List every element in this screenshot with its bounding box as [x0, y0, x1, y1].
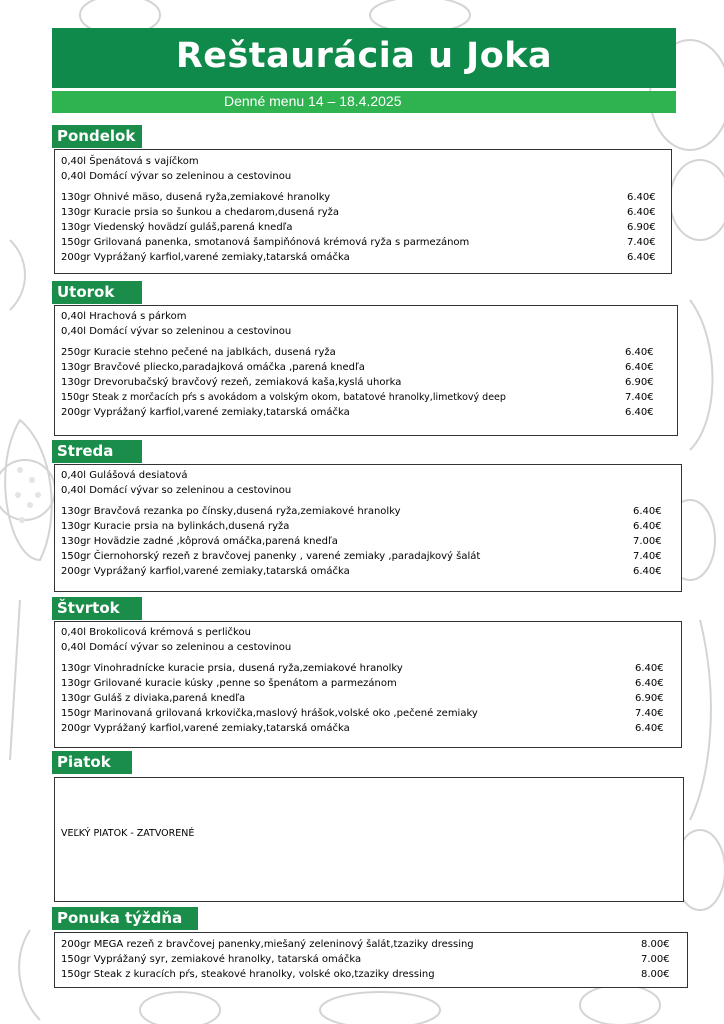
- dish-price: 8.00€: [641, 969, 670, 980]
- weekly-offer-menu: [54, 932, 688, 988]
- dish-price: 6.40€: [625, 347, 654, 358]
- soup-item: 0,40l Hrachová s párkom: [61, 311, 187, 322]
- dish-price: 6.40€: [627, 207, 656, 218]
- dish-price: 7.40€: [625, 392, 654, 403]
- dish-price: 6.40€: [635, 723, 664, 734]
- soup-item: 0,40l Domácí vývar so zeleninou a cestovinou: [61, 485, 292, 496]
- day-label-utorok: Utorok: [52, 281, 142, 304]
- weekly-dish: 150gr Vyprážaný syr, zemiakové hranolky, tatarská omáčka: [61, 954, 362, 965]
- closed-notice: VEĽKÝ PIATOK - ZATVORENÉ: [61, 828, 195, 839]
- main-dish: 130gr Bravčové pliecko,paradajková omáčka ,parená knedľa: [61, 362, 365, 373]
- dish-price: 7.00€: [641, 954, 670, 965]
- main-dish: 150gr Steak z morčacích pŕs s avokádom a volským okom, batatové hranolky,limetkový deep: [61, 392, 506, 403]
- title-banner: [52, 28, 676, 88]
- day-label-piatok: Piatok: [52, 751, 132, 774]
- dish-price: 6.40€: [635, 678, 664, 689]
- day-menu-piatok: [54, 777, 684, 902]
- soup-item: 0,40l Domácí vývar so zeleninou a cestovinou: [61, 642, 292, 653]
- main-dish: 200gr Vyprážaný karfiol,varené zemiaky,tatarská omáčka: [61, 407, 350, 418]
- dish-price: 6.40€: [633, 566, 662, 577]
- date-banner: [52, 91, 676, 113]
- soup-item: 0,40l Brokolicová krémová s perličkou: [61, 627, 251, 638]
- day-menu-streda: [54, 464, 682, 592]
- day-menu-utorok: [54, 305, 678, 436]
- soup-item: 0,40l Gulášová desiatová: [61, 470, 188, 481]
- dish-price: 8.00€: [641, 939, 670, 950]
- dish-price: 7.40€: [635, 708, 664, 719]
- main-dish: 250gr Kuracie stehno pečené na jablkách, dusená ryža: [61, 347, 336, 358]
- dish-price: 6.40€: [635, 663, 664, 674]
- dish-price: 6.90€: [625, 377, 654, 388]
- main-dish: 200gr Vyprážaný karfiol,varené zemiaky,tatarská omáčka: [61, 723, 350, 734]
- dish-price: 7.00€: [633, 536, 662, 547]
- soup-item: 0,40l Domácí vývar so zeleninou a cestovinou: [61, 171, 292, 182]
- main-dish: 130gr Viedenský hovädzí guláš,parená knedľa: [61, 222, 293, 233]
- main-dish: 150gr Čiernohorský rezeň z bravčovej panenky , varené zemiaky ,paradajkový šalát: [61, 551, 481, 562]
- dish-price: 6.40€: [633, 506, 662, 517]
- main-dish: 200gr Vyprážaný karfiol,varené zemiaky,tatarská omáčka: [61, 252, 350, 263]
- dish-price: 6.40€: [627, 192, 656, 203]
- weekly-dish: 200gr MEGA rezeň z bravčovej panenky,miešaný zeleninový šalát,tzaziky dressing: [61, 939, 474, 950]
- main-dish: 130gr Kuracie prsia so šunkou a chedarom,dusená ryža: [61, 207, 339, 218]
- main-dish: 130gr Kuracie prsia na bylinkách,dusená ryža: [61, 521, 290, 532]
- main-dish: 200gr Vyprážaný karfiol,varené zemiaky,tatarská omáčka: [61, 566, 350, 577]
- soup-item: 0,40l Špenátová s vajíčkom: [61, 156, 199, 167]
- weekly-dish: 150gr Steak z kuracích pŕs, steakové hranolky, volské oko,tzaziky dressing: [61, 969, 435, 980]
- menu-date-range: Denné menu 14 – 18.4.2025: [224, 93, 402, 109]
- main-dish: 150gr Marinovaná grilovaná krkovička,maslový hrášok,volské oko ,pečené zemiaky: [61, 708, 478, 719]
- day-menu-pondelok: [54, 149, 672, 274]
- dish-price: 7.40€: [627, 237, 656, 248]
- dish-price: 6.40€: [627, 252, 656, 263]
- restaurant-title: Reštaurácia u Joka: [175, 36, 553, 76]
- main-dish: 130gr Ohnivé mäso, dusená ryža,zemiakové hranolky: [61, 192, 331, 203]
- main-dish: 150gr Grilovaná panenka, smotanová šampiňónová krémová ryža s parmezánom: [61, 237, 470, 248]
- main-dish: 130gr Hovädzie zadné ,kôprová omáčka,parená knedľa: [61, 536, 338, 547]
- day-label-streda: Streda: [52, 440, 142, 463]
- weekly-offer-label: Ponuka týždňa: [52, 907, 198, 930]
- dish-price: 6.40€: [633, 521, 662, 532]
- day-label-stvrtok: Štvrtok: [52, 597, 142, 620]
- main-dish: 130gr Bravčová rezanka po čínsky,dusená ryža,zemiakové hranolky: [61, 506, 401, 517]
- dish-price: 6.90€: [635, 693, 664, 704]
- main-dish: 130gr Drevorubačský bravčový rezeň, zemiaková kaša,kyslá uhorka: [61, 377, 402, 388]
- soup-item: 0,40l Domácí vývar so zeleninou a cestovinou: [61, 326, 292, 337]
- main-dish: 130gr Vinohradnícke kuracie prsia, dusená ryža,zemiakové hranolky: [61, 663, 403, 674]
- main-dish: 130gr Grilované kuracie kúsky ,penne so špenátom a parmezánom: [61, 678, 397, 689]
- dish-price: 7.40€: [633, 551, 662, 562]
- day-menu-stvrtok: [54, 621, 682, 748]
- main-dish: 130gr Guláš z diviaka,parená knedľa: [61, 693, 246, 704]
- dish-price: 6.40€: [625, 407, 654, 418]
- dish-price: 6.40€: [625, 362, 654, 373]
- dish-price: 6.90€: [627, 222, 656, 233]
- day-label-pondelok: Pondelok: [52, 125, 142, 148]
